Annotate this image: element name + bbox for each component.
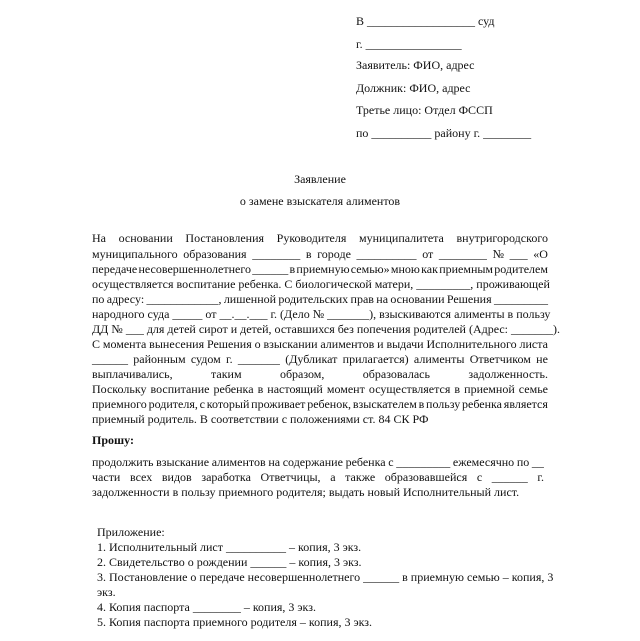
word: приемного [92, 397, 147, 411]
word: семье [518, 382, 548, 396]
word: родителем [494, 262, 548, 276]
word: Ответчиком [469, 352, 531, 366]
word: муниципалитета [359, 231, 444, 245]
word: семью» [350, 262, 390, 276]
word: На [92, 231, 106, 245]
word: осуществляется [368, 382, 451, 396]
word: видов [161, 470, 192, 484]
word: (Дубликат [285, 352, 338, 366]
attachment-item: 5. Копия паспорта приемного родителя – копия, 3 экз. [97, 615, 373, 629]
word: в [454, 382, 461, 396]
word: Руководителя [276, 231, 347, 245]
word: ____________, [146, 292, 222, 306]
word: ежемесячно [452, 455, 515, 469]
word: образовавшейся [384, 470, 468, 484]
body-line-11 [92, 382, 548, 396]
word: Поскольку [92, 382, 147, 396]
word: передаче [92, 262, 138, 276]
word: как [421, 262, 438, 276]
word: основании [390, 292, 445, 306]
word: образом, [279, 367, 325, 381]
word: прилагается) [342, 352, 409, 366]
request-heading: Прошу: [92, 433, 134, 447]
word: ребенка [345, 455, 386, 469]
applicant-line: Заявитель: ФИО, адрес [356, 58, 475, 72]
word: ______ [491, 470, 528, 484]
word: районным [133, 352, 186, 366]
word: момента [102, 337, 147, 351]
body-line-1 [92, 231, 548, 245]
word: таким [210, 367, 242, 381]
attachments-heading: Приложение: [97, 525, 165, 539]
word: всех [129, 470, 153, 484]
district-line: по __________ району г. ________ [356, 126, 532, 140]
word: судом [190, 352, 221, 366]
body-line-6: народного суда _____ от __.__.___ г. (Дело № _______), взыскиваются алименты в пользу [92, 307, 551, 321]
body-line-3 [92, 262, 548, 276]
court-line: В __________________ суд [356, 14, 495, 28]
word: «О [533, 247, 548, 261]
word: задолженность. [468, 367, 548, 381]
word: от [422, 247, 434, 261]
attachment-item: 3. Постановление о передаче несовершеннолетнего ______ в приемную семью – копия, 3 [97, 570, 554, 584]
request-line-3: задолженности в пользу приемного родителя; выдать новый Исполнительный лист. [92, 485, 520, 499]
word: _________ [396, 455, 451, 469]
word: в [305, 247, 312, 261]
word: который [206, 397, 250, 411]
word: в [418, 397, 425, 411]
word: С [92, 337, 101, 351]
word: взыскании [263, 337, 318, 351]
city-line: г. ________________ [356, 37, 462, 51]
word: образовалась [362, 367, 430, 381]
third-party-line: Третье лицо: Отдел ФССП [356, 103, 493, 117]
word: ребенок, [307, 397, 352, 411]
word: с [199, 397, 205, 411]
word: __________ [356, 247, 417, 261]
word: родителя, [148, 397, 198, 411]
word: приемную [296, 262, 350, 276]
word: городе [317, 247, 351, 261]
word: _______ [237, 352, 280, 366]
word: № [492, 247, 505, 261]
word: ребенка [213, 382, 254, 396]
word: г. [537, 470, 544, 484]
word: _________ [493, 292, 548, 306]
word: мною [390, 262, 420, 276]
attachment-item: 1. Исполнительный лист __________ – копия, 3 экз. [97, 540, 362, 554]
word: Исполнительного [426, 337, 517, 351]
word: основании [118, 231, 173, 245]
word: части [92, 470, 121, 484]
word: адресу: [106, 292, 145, 306]
word: с [476, 470, 483, 484]
word: ___ [509, 247, 528, 261]
word: вынесения [149, 337, 205, 351]
word: с [388, 455, 394, 469]
word: приемной [464, 382, 515, 396]
word: Ответчицы, [260, 470, 321, 484]
debtor-line: Должник: ФИО, адрес [356, 81, 471, 95]
body-line-2 [92, 247, 548, 261]
attachment-item-continued: экз. [97, 585, 116, 599]
word: взыскание [156, 455, 210, 469]
word: не [536, 352, 548, 366]
request-line-2 [92, 470, 544, 484]
body-line-5 [92, 292, 548, 306]
word: проживает [251, 397, 306, 411]
word: лишенной [223, 292, 277, 306]
word: настоящий [267, 382, 323, 396]
word: родительских [278, 292, 349, 306]
word: о [254, 337, 261, 351]
attachment-item: 4. Копия паспорта ________ – копия, 3 экз. [97, 600, 316, 614]
body-line-13: приемный родитель. В соответствии с положениями ст. 84 СК РФ [92, 412, 429, 426]
word: алиментов [211, 455, 266, 469]
body-line-4: осуществляется воспитание ребенка. С биологической матери, _________, проживающей [92, 277, 550, 291]
word: момент [326, 382, 365, 396]
word: Решения [446, 292, 492, 306]
word: также [345, 470, 376, 484]
word: ______ [92, 352, 128, 366]
word: на [376, 292, 389, 306]
word: __ [531, 455, 544, 469]
word: по [516, 455, 530, 469]
word: по [92, 292, 105, 306]
word: прав [350, 292, 374, 306]
word: является [503, 397, 548, 411]
word: в [289, 262, 296, 276]
word: несовершеннолетнего [138, 262, 251, 276]
body-line-9 [92, 352, 548, 366]
request-line-1 [92, 455, 544, 469]
body-line-7: ДД № ___ для детей сирот и детей, оставшихся без попечения родителей (Адрес: _______). [92, 322, 560, 336]
word: листа [519, 337, 548, 351]
word: ________ [252, 247, 301, 261]
word: выплачивались, [92, 367, 173, 381]
word: ______ [252, 262, 289, 276]
word: алиментов [320, 337, 375, 351]
body-line-12 [92, 397, 548, 411]
word: продолжить [92, 455, 154, 469]
body-line-10 [92, 367, 548, 381]
word: Постановления [185, 231, 265, 245]
word: г. [226, 352, 233, 366]
word: а [330, 470, 336, 484]
document-title: Заявление [294, 172, 346, 186]
word: пользу [426, 397, 461, 411]
word: Решения [206, 337, 252, 351]
word: выдачи [386, 337, 424, 351]
word: взыскателем [352, 397, 417, 411]
body-line-8 [92, 337, 548, 351]
word: воспитание [150, 382, 210, 396]
word: ________ [438, 247, 487, 261]
word: содержание [282, 455, 343, 469]
word: на [268, 455, 281, 469]
word: образования [183, 247, 247, 261]
word: ребенка [462, 397, 503, 411]
word: муниципального [92, 247, 178, 261]
word: внутригородского [456, 231, 548, 245]
document-subtitle: о замене взыскателя алиментов [239, 194, 401, 208]
word: приемным [439, 262, 494, 276]
attachment-item: 2. Свидетельство о рождении ______ – копия, 3 экз. [97, 555, 362, 569]
word: и [377, 337, 384, 351]
word: в [257, 382, 264, 396]
word: алименты [413, 352, 465, 366]
word: заработка [201, 470, 251, 484]
